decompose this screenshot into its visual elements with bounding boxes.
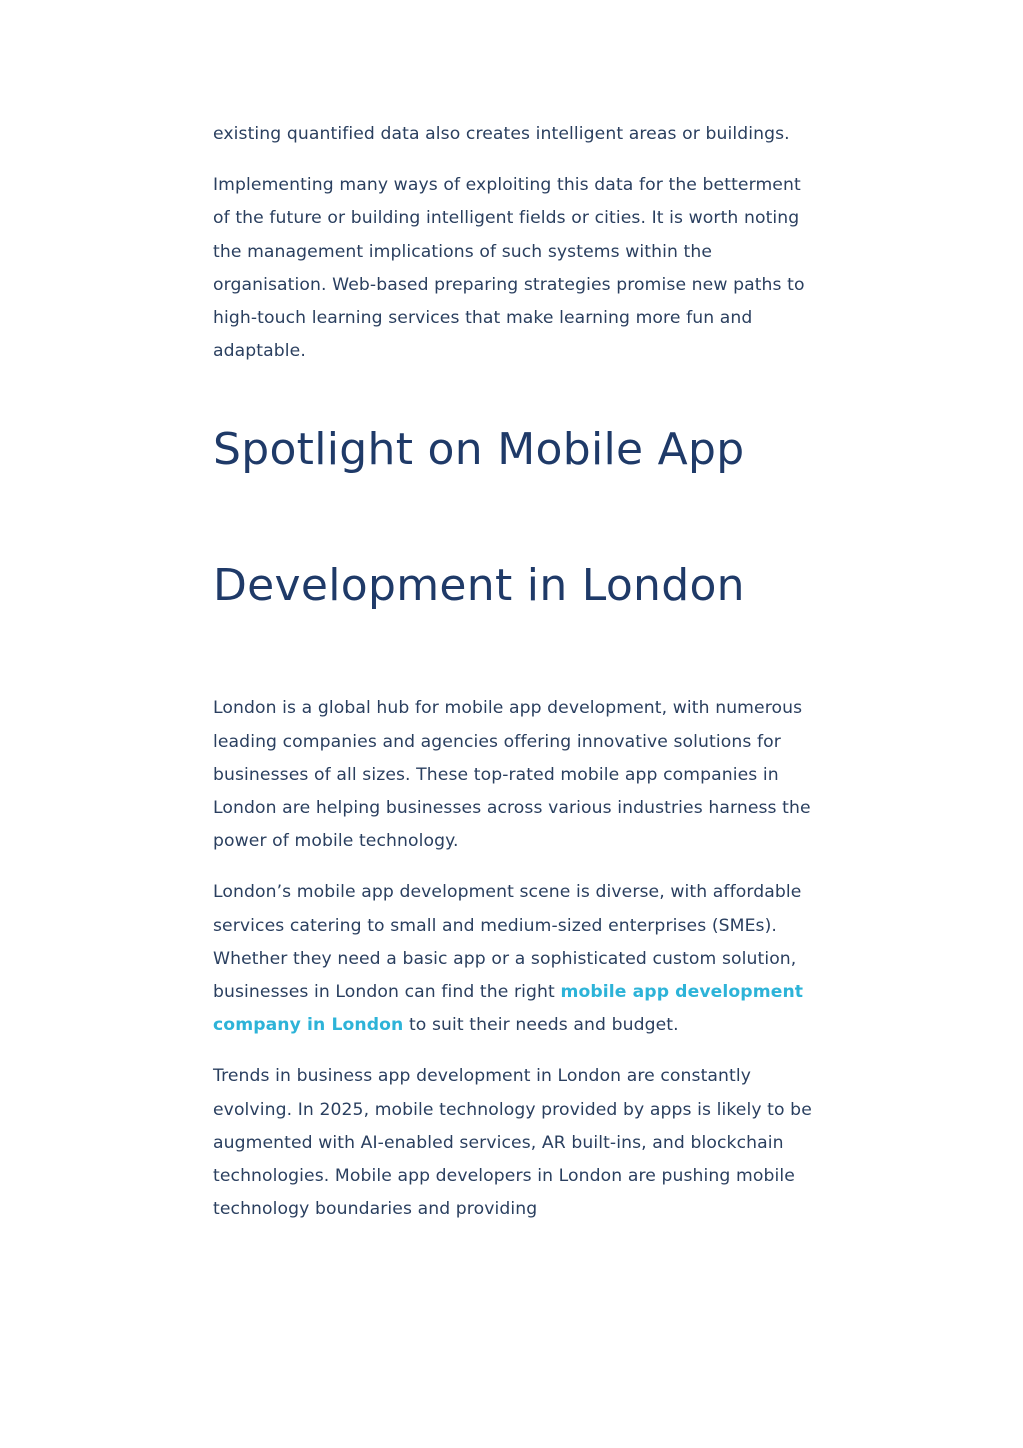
mobile-app-company-link[interactable]: mobile app development company in London (213, 982, 804, 1036)
paragraph-london-scene-text-before: London’s mobile app development scene is diverse, with affordable services catering to small and medium-sized enterprises (SMEs). Whether they need a basic app or a sophisticated custom solution, businesses in London can find the right (213, 882, 802, 1003)
section-heading (213, 382, 813, 654)
paragraph-london-hub: London is a global hub for mobile app development, with numerous leading companies and agencies offering innovative solutions for businesses of all sizes. These top-rated mobile app companies in London are helping businesses across various industries harness the power of mobile technology. (213, 698, 811, 852)
document-page (213, 118, 813, 1226)
paragraph-london-scene (213, 876, 813, 1042)
paragraph-trends: Trends in business app development in London are constantly evolving. In 2025, mobile technology provided by apps is likely to be augmented with AI-enabled services, AR built-ins, and blockchain technologies. Mobile app developers in London are pushing mobile technology boundaries and providing (213, 1066, 812, 1220)
paragraph-intro-continuation: existing quantified data also creates intelligent areas or buildings. (213, 124, 790, 144)
section-heading-line-2: Development in London (213, 560, 745, 612)
paragraph-london-scene-text-after: to suit their needs and budget. (403, 1015, 679, 1036)
paragraph-data-exploitation: Implementing many ways of exploiting this data for the betterment of the future or building intelligent fields or cities. It is worth noting the management implications of such systems within the organisation. Web-based preparing strategies promise new paths to high-touch learning services that make learning more fun and adaptable. (213, 175, 805, 362)
section-heading-line-1: Spotlight on Mobile App (213, 424, 745, 476)
